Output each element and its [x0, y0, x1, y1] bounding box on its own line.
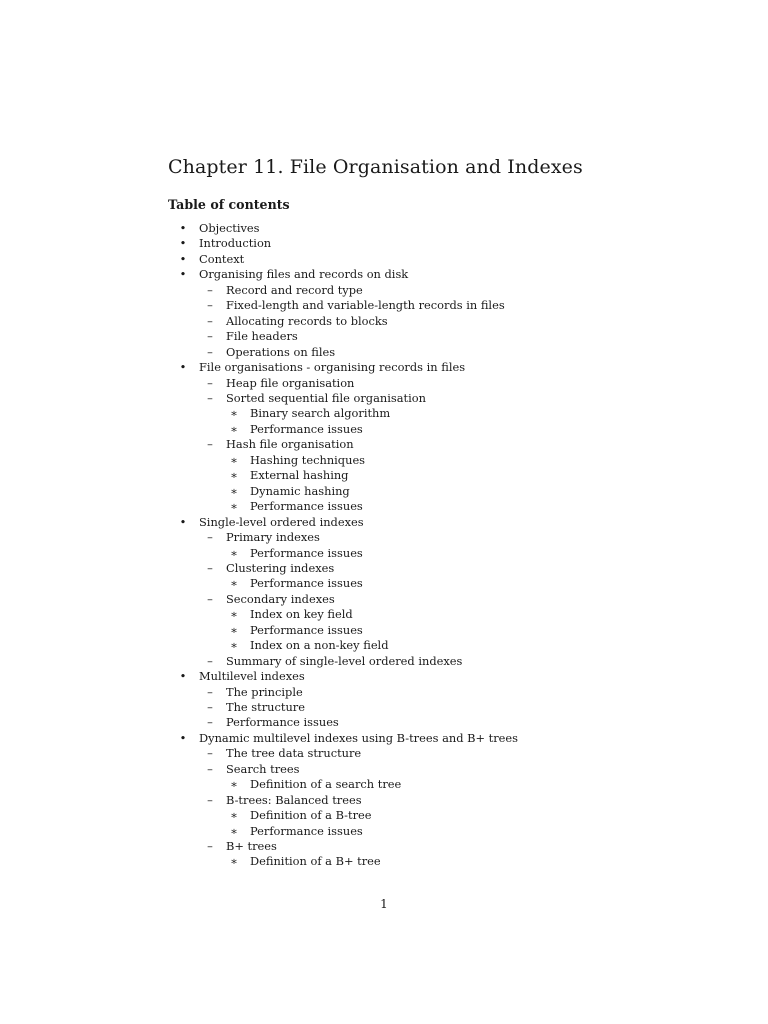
toc-heading: Table of contents	[168, 197, 290, 212]
toc-entry-label: Clustering indexes	[226, 560, 335, 575]
toc-entry-label: Definition of a search tree	[250, 777, 402, 792]
toc-entry-label: Binary search algorithm	[250, 406, 391, 421]
toc-entry-label: Definition of a B+ tree	[250, 854, 381, 869]
toc-entry-marker: –	[207, 344, 213, 359]
toc-entry-marker: ∗	[230, 638, 238, 653]
toc-entry-label: Performance issues	[250, 576, 363, 591]
toc-entry-marker: •	[179, 514, 187, 529]
toc-entry-label: B+ trees	[226, 839, 277, 853]
toc-entry-marker: –	[207, 715, 213, 730]
toc-entry-marker: –	[207, 761, 213, 776]
toc-entry-marker: ∗	[230, 483, 238, 498]
toc-entry-marker: •	[179, 669, 187, 683]
toc-entry-label: The structure	[226, 700, 305, 714]
toc-entry-label: The principle	[226, 684, 303, 699]
toc-entry-marker: –	[207, 329, 213, 344]
toc-entry-marker: ∗	[230, 406, 238, 421]
chapter-title: Chapter 11. File Organisation and Indexes	[168, 156, 583, 178]
toc-entry-marker: –	[207, 313, 213, 328]
toc-entry-marker: •	[179, 267, 187, 282]
toc-entry-marker: ∗	[230, 622, 238, 637]
toc-entry-marker: ∗	[230, 499, 238, 514]
toc-entry-marker: –	[207, 560, 213, 575]
toc-entry-marker: –	[207, 282, 213, 297]
toc-entry-marker: •	[179, 251, 187, 266]
toc-entry-marker: –	[207, 792, 213, 807]
toc-entry-marker: ∗	[230, 468, 238, 483]
toc-entry-marker: –	[207, 437, 213, 452]
toc-entry-label: Performance issues	[250, 545, 363, 560]
toc-entry-marker: –	[207, 591, 213, 606]
toc-entry-label: Sorted sequential file organisation	[226, 390, 426, 405]
toc-entry-marker: •	[179, 221, 187, 235]
toc-entry-marker: –	[207, 375, 213, 390]
toc-entry-marker: ∗	[230, 808, 238, 823]
toc-entry-label: Performance issues	[250, 421, 363, 436]
toc-entry-label: Primary indexes	[226, 530, 320, 544]
toc-entry-label: Context	[199, 251, 245, 266]
toc-entry-label: Secondary indexes	[226, 591, 335, 606]
toc-entry-label: Organising files and records on disk	[199, 267, 409, 282]
toc-entry-label: Multilevel indexes	[199, 669, 305, 683]
toc-entry-label: Search trees	[226, 761, 300, 776]
toc-entry-marker: –	[207, 746, 213, 761]
toc-entry-label: Index on key field	[250, 607, 353, 622]
toc-entry-marker: ∗	[230, 421, 238, 436]
toc-entry-label: Performance issues	[250, 622, 363, 637]
toc-entry-marker: –	[207, 298, 213, 313]
toc-entry-label: Performance issues	[226, 715, 339, 730]
toc-entry-label: Heap file organisation	[226, 375, 355, 390]
toc-entry-marker: –	[207, 530, 213, 544]
toc-entry-label: File organisations - organising records in files	[199, 360, 466, 374]
toc-entry-label: Operations on files	[226, 344, 336, 359]
toc-entry-label: Dynamic hashing	[250, 483, 350, 498]
toc-entry-label: Fixed-length and variable-length records in files	[226, 298, 505, 313]
toc-entry-marker: ∗	[230, 854, 238, 869]
toc-entry-label: Introduction	[199, 236, 272, 251]
toc-entry-marker: •	[179, 360, 187, 374]
toc-entry-marker: ∗	[230, 777, 238, 792]
toc-entry-label: Record and record type	[226, 282, 363, 297]
toc-entry-marker: ∗	[230, 823, 238, 838]
toc-entry-marker: ∗	[230, 452, 238, 467]
toc-entry-label: Objectives	[199, 221, 260, 235]
toc-entry-label: B-trees: Balanced trees	[226, 792, 362, 807]
toc-entry-label: External hashing	[250, 468, 349, 483]
toc-entry-marker: –	[207, 390, 213, 405]
toc-entry-marker: •	[179, 236, 187, 251]
toc-entry-label: File headers	[226, 329, 298, 344]
toc-entry-label: Performance issues	[250, 823, 363, 838]
toc-entry-label: Hashing techniques	[250, 452, 366, 467]
toc-entry-label: Dynamic multilevel indexes using B-trees and B+ trees	[199, 730, 519, 745]
toc-entry-label: Hash file organisation	[226, 437, 354, 452]
toc-entry-label: Summary of single-level ordered indexes	[226, 653, 463, 668]
page-number: 1	[380, 897, 388, 911]
toc-entry-marker: –	[207, 684, 213, 699]
toc-entry-marker: ∗	[230, 545, 238, 560]
toc-entry-label: The tree data structure	[226, 746, 362, 761]
toc-entry-label: Performance issues	[250, 499, 363, 514]
toc-entry-label: Definition of a B-tree	[250, 808, 372, 823]
toc-entry-marker: –	[207, 839, 213, 853]
toc-entry-marker: –	[207, 653, 213, 668]
toc-entry-marker: ∗	[230, 576, 238, 591]
toc-entry-label: Allocating records to blocks	[226, 313, 388, 328]
toc-entry-marker: –	[207, 700, 213, 714]
toc-entry-marker: ∗	[230, 607, 238, 622]
toc-entry-label: Index on a non-key field	[250, 638, 389, 653]
toc-entry-marker: •	[179, 730, 187, 745]
toc-entry-label: Single-level ordered indexes	[199, 514, 364, 529]
